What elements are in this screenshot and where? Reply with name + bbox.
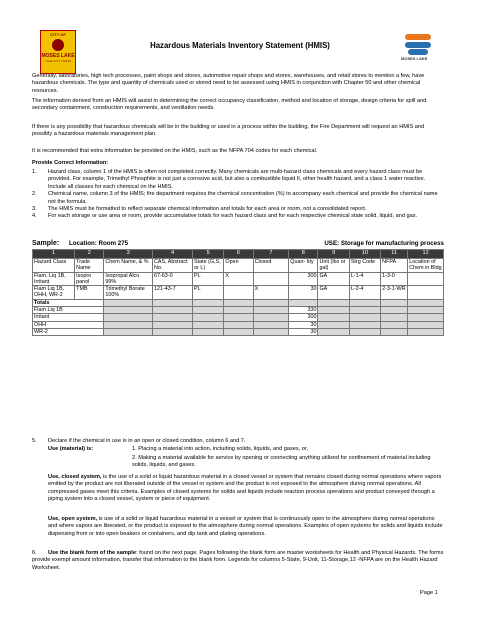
closed-system-paragraph — [48, 474, 444, 504]
intro-paragraph-3: If there is any possibility that hazardous chemicals will be in the building or used in a process within the building, the Fire Department will request an HMIS and possibly a hazardous materials management plan. — [32, 124, 425, 138]
table-cell: 2-3-1-WR — [381, 286, 408, 300]
totals-row — [33, 328, 444, 335]
list-item: 1. Hazard class, column 1 of the HMIS is often not completed correctly. Many chemicals are multi-hazard class chemicals and every hazard class must be provided. For example, Trimethyl Phosphite is not just a corrosive acid, but also a combustible liquid II, other health hazard, and a class 1 water reactive. Include all classes for each chemical on the HMIS. — [32, 169, 426, 190]
use-definition-2: 2. Making a material available for service by opening or connecting anything utilized for confinement of material including solids, liquids, and gases. — [132, 455, 431, 469]
column-number: 11 — [381, 250, 408, 259]
table-cell: X — [224, 272, 253, 286]
totals-row — [33, 307, 444, 314]
document-title: Hazardous Materials Inventory Statement (HMIS) — [150, 41, 330, 50]
table-header: State (G,S, or L) — [193, 259, 224, 273]
table-cell — [408, 286, 444, 300]
intro-paragraph-2: The information derived from an HMIS will assist in determining the correct occupancy classification, method and location of storage, design criteria for spill and secondary containment, construction requirements, and ventilation needs. — [32, 98, 427, 112]
item-6-label: Use the blank form of the sample — [48, 550, 136, 556]
table-header: Chem Name, & % — [104, 259, 153, 273]
table-header: Quan- tity — [289, 259, 318, 273]
totals-quantity: 30 — [289, 321, 318, 328]
table-header: CAS, Abstract No. — [153, 259, 193, 273]
item-5: 5. Declare if the chemical in use is in an open or closed condition, column 6 and 7. — [32, 438, 246, 444]
table-cell: 121-43-7 — [153, 286, 193, 300]
open-system-text: is use of a solid or liquid hazardous material in a vessel or system that is continuously open to the atmosphere during normal operations and where vapors are liberated, or the product is exposed to the atmosphere during normal operations. Examples of open systems for solids and liquids include dispensing from or into open beakers or containers, and dip tank and plating operations. — [48, 516, 443, 537]
totals-row — [33, 321, 444, 328]
table-header: Strg Code — [349, 259, 380, 273]
logo-wave-icon — [405, 34, 431, 40]
totals-class: Flam Liq 1B — [33, 307, 104, 314]
logo-right-text: MOSES LAKE — [401, 56, 428, 61]
column-number: 4 — [153, 250, 193, 259]
table-header: Open — [224, 259, 253, 273]
table-cell: Flam. Liq 1B, Irritant — [33, 272, 75, 286]
table-cell: GA — [318, 286, 349, 300]
table-cell: Isopro panol — [75, 272, 104, 286]
column-number: 9 — [318, 250, 349, 259]
column-number: 8 — [289, 250, 318, 259]
table-cell: X — [253, 286, 289, 300]
use-material-label: Use (material) is: — [48, 446, 94, 452]
totals-class: Irritant — [33, 314, 104, 321]
totals-label: Totals — [33, 299, 104, 306]
intro-paragraph-4: It is recommended that extra information be provided on the HMIS, such as the NFPA 704 codes for each chemical. — [32, 148, 318, 154]
table-cell: Trimethyl Borate 100% — [104, 286, 153, 300]
table-header: Hazard Class — [33, 259, 75, 273]
table-header: Trade Name — [75, 259, 104, 273]
list-item: 3. The HMIS must be formatted to reflect separate chemical information and totals for each area or room, not a consolidated report. — [32, 206, 367, 213]
use-definition-1: 1. Placing a material into action, including solids, liquids, and gases, or, — [132, 446, 308, 452]
sample-label: Sample: — [32, 240, 60, 247]
table-cell — [224, 286, 253, 300]
table-cell: GA — [318, 272, 349, 286]
column-number: 12 — [408, 250, 444, 259]
table-row — [33, 286, 444, 300]
column-number: 3 — [104, 250, 153, 259]
logo-sub-text: LAKE CITY LIVING — [45, 59, 71, 63]
logo-wave-icon — [405, 42, 431, 48]
table-cell: 30 — [289, 286, 318, 300]
table-header-row — [33, 259, 444, 273]
column-number: 2 — [75, 250, 104, 259]
sample-location: Location: Room 275 — [68, 240, 129, 247]
column-number: 7 — [253, 250, 289, 259]
column-number: 1 — [33, 250, 75, 259]
totals-class: OHH — [33, 321, 104, 328]
table-cell — [408, 272, 444, 286]
table-cell: Isopropal Alco. 99% — [104, 272, 153, 286]
table-cell: L-1-4 — [349, 272, 380, 286]
column-number-row — [33, 250, 444, 259]
table-row — [33, 272, 444, 286]
correct-info-heading: Provide Correct Information: — [32, 160, 109, 166]
column-number: 6 — [224, 250, 253, 259]
table-cell: Flam Liq 1B, OHH, WR-2 — [33, 286, 75, 300]
logo-wave-icon — [408, 49, 428, 55]
open-system-label: Use, open system, — [48, 516, 98, 522]
column-number: 10 — [349, 250, 380, 259]
hmis-sample-table — [32, 249, 444, 336]
table-cell: 300 — [289, 272, 318, 286]
correct-info-list — [32, 169, 444, 221]
closed-system-text: is the use of a solid or liquid hazardous material in a closed vessel or system that remains closed during normal operations where vapors emitted by the product are not liberated outside of the vessel or system and the product is not exposed to the atmosphere during normal operations. All compressed gases meet this criteria. Examples of closed systems for solids and liquids include reaction process operations and product conveyed through a piping system into a closed vessel, system or piece of equipment. — [48, 474, 442, 503]
table-cell: PL — [193, 286, 224, 300]
table-header: NFPA — [381, 259, 408, 273]
totals-row — [33, 314, 444, 321]
totals-quantity: 300 — [289, 314, 318, 321]
item-5-text: Declare if the chemical in use is in an open or closed condition, column 6 and 7. — [48, 438, 246, 444]
table-header: Closed — [253, 259, 289, 273]
logo-top-text: CITY OF — [50, 32, 66, 37]
table-header: Unit (lbs or gal) — [318, 259, 349, 273]
totals-quantity: 330 — [289, 307, 318, 314]
column-number: 5 — [193, 250, 224, 259]
list-item: 4. For each storage or use area or room, provide accumulative totals for each hazard class and for each respective chemical state solid, liquid, and gas. — [32, 213, 418, 220]
intro-paragraph-1: Generally, laboratories, high tech processes, paint shops and stores, automotive repair shops and stores, warehouses, and retail stores to mention a few, have hazardous chemicals. The type and quantity of chemicals used or stored need to be assessed using HMIS in conjunction with Chapter 50 and other chemical resources. — [32, 73, 425, 94]
sample-use: USE: Storage for manufacturing process — [324, 240, 444, 247]
item-6-text: : found on the next page. Pages following the blank form are master worksheets for Health and Physical Hazards. The forms provide exempt amount information, transfer that information to the blank form. Legends for columns 5-State, 9-Unit, 11-Storage,12 -NFPA are on the Health Hazard Worksheet. — [32, 550, 444, 571]
totals-class: WR-2 — [33, 328, 104, 335]
logo-main-text: MOSES LAKE — [41, 53, 75, 59]
table-header: Location of Chem in Bldg — [409, 259, 442, 272]
moses-lake-logo — [397, 30, 439, 64]
table-cell — [253, 272, 289, 286]
totals-quantity: 30 — [289, 328, 318, 335]
table-cell: L-2-4 — [349, 286, 380, 300]
list-item: 2. Chemical name, column 3 of the HMIS; fire department requires the chemical concentration (%) to accompany each chemical and provide the chemical name not the formula. — [32, 191, 438, 205]
table-cell: 1-3-0 — [381, 272, 408, 286]
page-number: Page 1 — [420, 590, 438, 596]
totals-label-row — [33, 299, 444, 306]
table-cell: 67-63-0 — [153, 272, 193, 286]
sample-header — [32, 240, 444, 247]
item-6: 6. Use the blank form of the sample: found on the next page. Pages following the blank form are master worksheets for Health and Physical Hazards. The forms provide exempt amount information, transfer that information to the blank form. Legends for columns 5-State, 9-Unit, 11-Storage,12 -NFPA are on the Health Hazard Worksheet. — [32, 550, 444, 571]
table-cell: TMB — [75, 286, 104, 300]
table-cell: PL — [193, 272, 224, 286]
city-logo — [40, 30, 76, 74]
closed-system-label: Use, closed system, — [48, 474, 102, 480]
open-system-paragraph — [48, 516, 444, 538]
